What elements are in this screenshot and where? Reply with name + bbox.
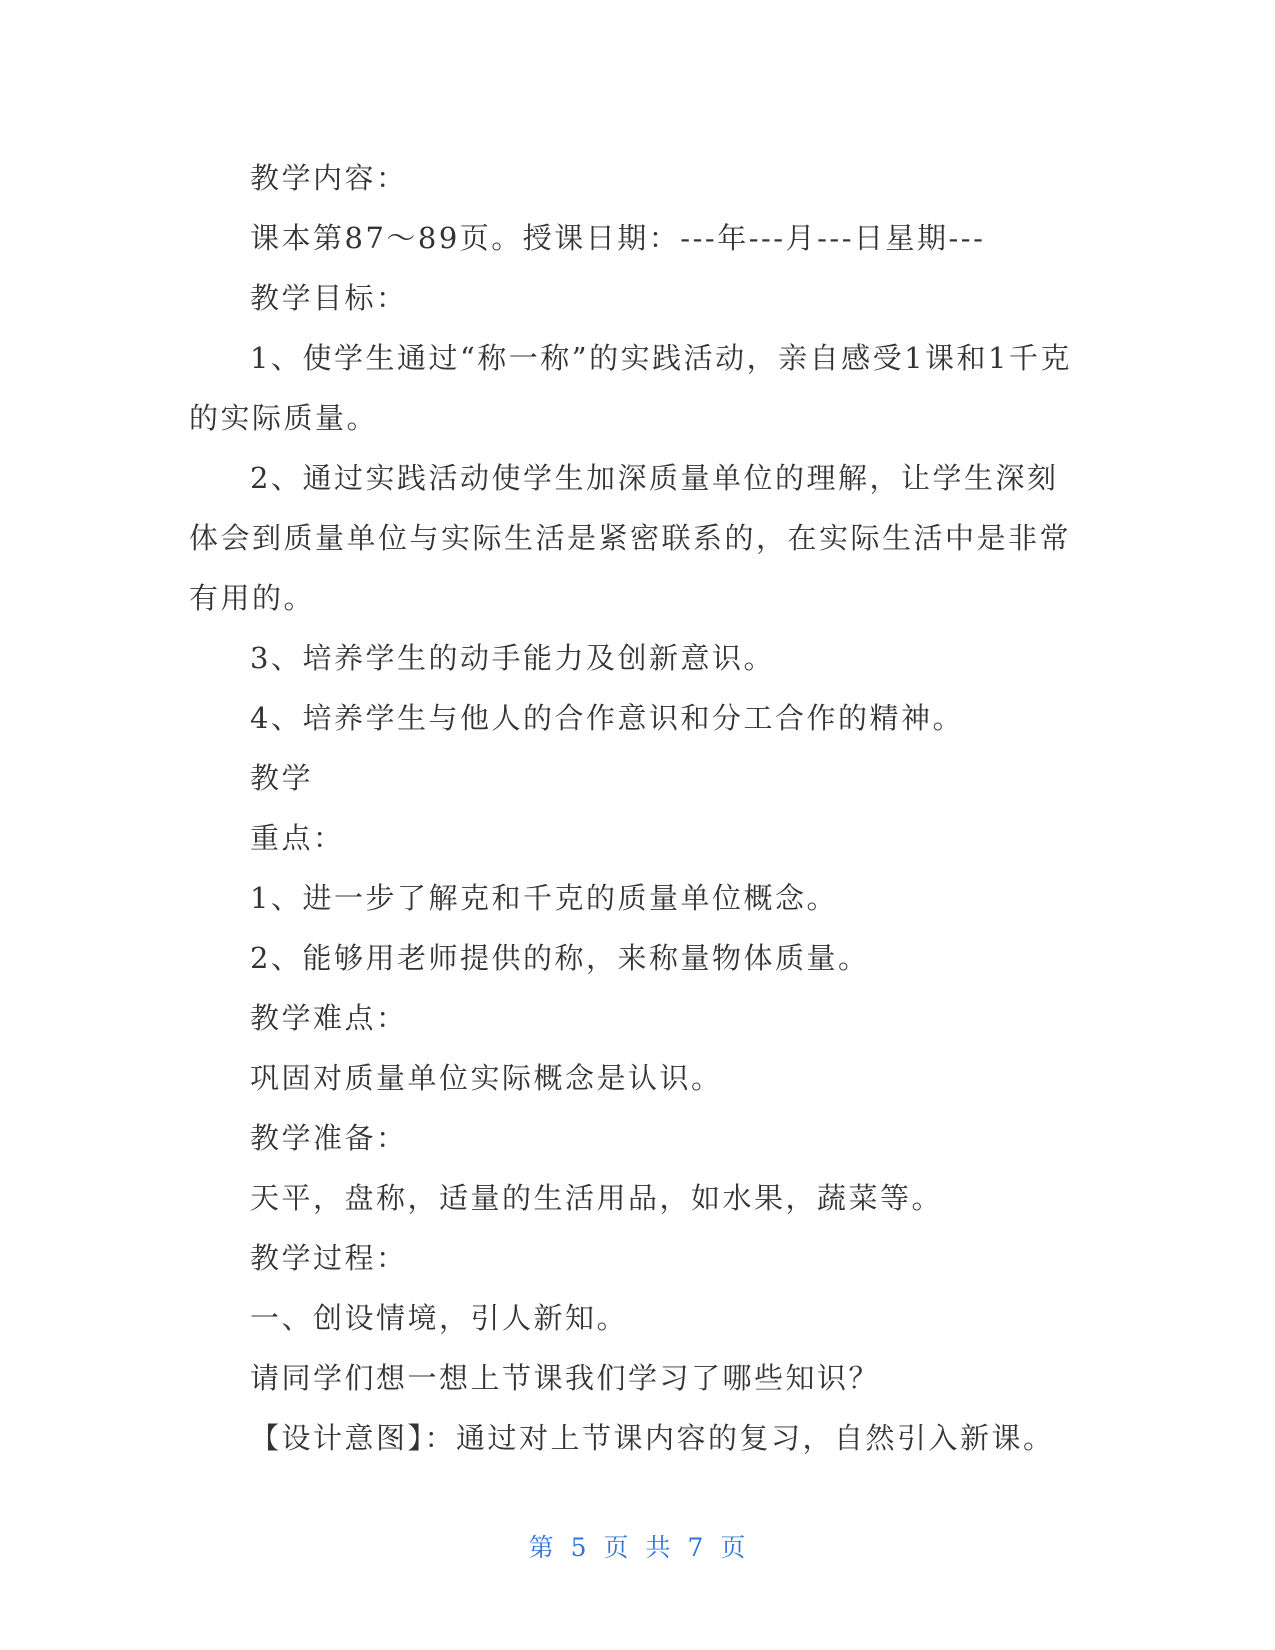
paragraph-key-points-heading: 重点： xyxy=(250,821,345,855)
paragraph-goal-2: 2、通过实践活动使学生加深质量单位的理解，让学生深刻体会到质量单位与实际生活是紧密联系的，在实际生活中是非常有用的。 xyxy=(189,461,1072,615)
paragraph-difficulty: 巩固对质量单位实际概念是认识。 xyxy=(250,1061,723,1095)
document-body xyxy=(189,148,1079,1468)
footer-page-label: 第 xyxy=(528,1533,555,1562)
paragraph-teaching-label: 教学 xyxy=(250,761,314,795)
paragraph-teaching-content-heading: 教学内容： xyxy=(250,161,408,195)
paragraph-preparation: 天平，盘称，适量的生活用品，如水果，蔬菜等。 xyxy=(250,1181,944,1215)
paragraph-teaching-goals-heading: 教学目标： xyxy=(250,281,408,315)
footer-total-label: 共 xyxy=(645,1533,672,1562)
paragraph-goal-4: 4、培养学生与他人的合作意识和分工合作的精神。 xyxy=(250,701,964,735)
footer-page-number: 5 xyxy=(570,1533,588,1562)
paragraph-difficulty-heading: 教学难点： xyxy=(250,1001,408,1035)
footer-page-unit: 页 xyxy=(603,1533,630,1562)
paragraph-process-heading: 教学过程： xyxy=(250,1241,408,1275)
paragraph-key-point-1: 1、进一步了解克和千克的质量单位概念。 xyxy=(250,881,838,915)
footer-total-unit: 页 xyxy=(720,1533,747,1562)
page-footer xyxy=(0,1528,1275,1564)
paragraph-key-point-2: 2、能够用老师提供的称，来称量物体质量。 xyxy=(250,941,870,975)
paragraph-question: 请同学们想一想上节课我们学习了哪些知识？ xyxy=(250,1361,881,1395)
paragraph-goal-1: 1、使学生通过“称一称”的实践活动，亲自感受1课和1千克的实际质量。 xyxy=(189,341,1073,435)
paragraph-goal-3: 3、培养学生的动手能力及创新意识。 xyxy=(250,641,775,675)
paragraph-step-1: 一、创设情境，引人新知。 xyxy=(250,1301,629,1335)
footer-total-pages: 7 xyxy=(687,1533,705,1562)
paragraph-design-intent: 【设计意图】：通过对上节课内容的复习，自然引入新课。 xyxy=(250,1421,1055,1455)
paragraph-textbook-pages: 课本第87～89页。授课日期：---年---月---日星期--- xyxy=(250,221,986,255)
paragraph-preparation-heading: 教学准备： xyxy=(250,1121,408,1155)
